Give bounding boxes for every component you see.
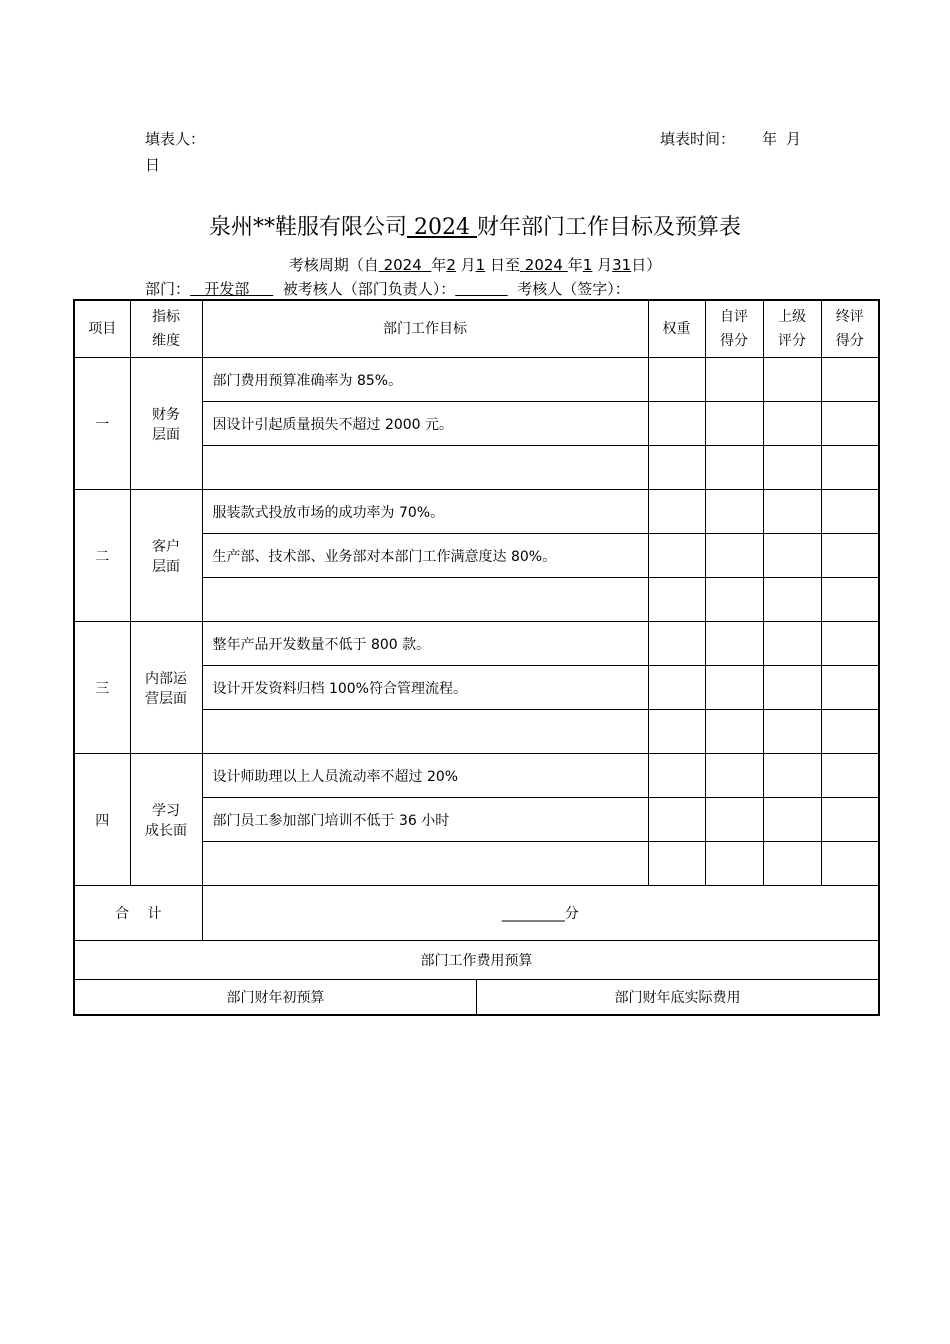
header-sup-2: 评分 <box>778 333 806 349</box>
final-score-cell[interactable] <box>821 842 879 886</box>
final-score-cell[interactable] <box>821 578 879 622</box>
weight-cell[interactable] <box>648 754 705 798</box>
budget-title-row <box>74 941 879 980</box>
year-label: 年 <box>762 130 778 148</box>
period-year-char: 年 <box>431 256 447 274</box>
goal-cell[interactable]: 整年产品开发数量不低于 800 款。 <box>202 622 648 666</box>
self-score-cell[interactable] <box>705 842 763 886</box>
weight-cell[interactable] <box>648 798 705 842</box>
superior-score-cell[interactable] <box>763 622 821 666</box>
header-item: 项目 <box>74 300 130 358</box>
self-score-cell[interactable] <box>705 622 763 666</box>
superior-score-cell[interactable] <box>763 358 821 402</box>
goal-cell[interactable]: 部门员工参加部门培训不低于 36 小时 <box>202 798 648 842</box>
goal-cell[interactable] <box>202 710 648 754</box>
goal-cell[interactable]: 服装款式投放市场的成功率为 70%。 <box>202 490 648 534</box>
superior-score-cell[interactable] <box>763 402 821 446</box>
header-final-1: 终评 <box>835 309 864 325</box>
superior-score-cell[interactable] <box>763 754 821 798</box>
period-start-year: 2024 <box>383 256 422 274</box>
weight-cell[interactable] <box>648 490 705 534</box>
superior-score-cell[interactable] <box>763 446 821 490</box>
weight-cell[interactable] <box>648 622 705 666</box>
header-superior-score <box>763 300 821 358</box>
self-score-cell[interactable] <box>705 490 763 534</box>
dimension-line-1: 内部运 <box>145 670 187 687</box>
self-score-cell[interactable] <box>705 798 763 842</box>
title-prefix: 泉州**鞋服有限公司 <box>208 215 407 240</box>
period-end-month: 1 <box>582 256 593 274</box>
weight-cell[interactable] <box>648 534 705 578</box>
final-score-cell[interactable] <box>821 666 879 710</box>
self-score-cell[interactable] <box>705 710 763 754</box>
superior-score-cell[interactable] <box>763 710 821 754</box>
weight-cell[interactable] <box>648 666 705 710</box>
superior-score-cell[interactable] <box>763 534 821 578</box>
dimension-line-2: 营层面 <box>145 690 187 707</box>
total-blank: _________ <box>501 906 565 922</box>
goal-cell[interactable]: 因设计引起质量损失不超过 2000 元。 <box>202 402 648 446</box>
final-score-cell[interactable] <box>821 402 879 446</box>
superior-score-cell[interactable] <box>763 798 821 842</box>
header-self-score <box>705 300 763 358</box>
period-end-day: 31 <box>612 256 632 274</box>
final-score-cell[interactable] <box>821 754 879 798</box>
table-row <box>74 358 879 402</box>
self-score-cell[interactable] <box>705 754 763 798</box>
total-score-cell[interactable] <box>202 886 879 941</box>
weight-cell[interactable] <box>648 446 705 490</box>
dimension-line-2: 层面 <box>152 558 180 575</box>
section-number: 一 <box>74 358 130 490</box>
header-weight: 权重 <box>648 300 705 358</box>
weight-cell[interactable] <box>648 402 705 446</box>
final-score-cell[interactable] <box>821 490 879 534</box>
filler-label: 填表人： <box>145 130 206 148</box>
header-row <box>74 300 879 358</box>
section-dimension <box>130 622 202 754</box>
goal-cell[interactable] <box>202 578 648 622</box>
header-dimension <box>130 300 202 358</box>
total-label: 合 计 <box>74 886 202 941</box>
budget-header-row <box>74 980 879 1016</box>
period-mid: 日至 <box>489 256 520 274</box>
header-goal: 部门工作目标 <box>202 300 648 358</box>
self-score-cell[interactable] <box>705 578 763 622</box>
goal-cell[interactable] <box>202 842 648 886</box>
dimension-line-1: 客户 <box>152 538 180 555</box>
header-final-score <box>821 300 879 358</box>
final-score-cell[interactable] <box>821 798 879 842</box>
table-row <box>74 754 879 798</box>
period-month-char: 月 <box>460 256 476 274</box>
self-score-cell[interactable] <box>705 666 763 710</box>
budget-title: 部门工作费用预算 <box>74 941 879 980</box>
header-self-1: 自评 <box>720 309 748 325</box>
goal-cell[interactable]: 设计师助理以上人员流动率不超过 20% <box>202 754 648 798</box>
title-year: 2024 <box>414 215 470 240</box>
section-number: 四 <box>74 754 130 886</box>
month-label: 月 <box>786 130 802 148</box>
period-end-year: 2024 <box>524 256 563 274</box>
self-score-cell[interactable] <box>705 534 763 578</box>
day-label: 日 <box>145 156 161 174</box>
weight-cell[interactable] <box>648 578 705 622</box>
table-row <box>74 622 879 666</box>
final-score-cell[interactable] <box>821 534 879 578</box>
goal-cell[interactable]: 设计开发资料归档 100%符合管理流程。 <box>202 666 648 710</box>
weight-cell[interactable] <box>648 358 705 402</box>
assessor-label: 考核人（签字）： <box>517 280 630 298</box>
header-dimension-2: 维度 <box>152 333 180 349</box>
period-year-char-2: 年 <box>567 256 583 274</box>
period-end: 日） <box>631 256 662 274</box>
header-sup-1: 上级 <box>778 309 806 325</box>
goals-table <box>73 299 880 1016</box>
final-score-cell[interactable] <box>821 446 879 490</box>
total-unit: 分 <box>564 906 579 922</box>
budget-initial: 部门财年初预算 <box>75 980 477 1014</box>
final-score-cell[interactable] <box>821 710 879 754</box>
section-number: 二 <box>74 490 130 622</box>
superior-score-cell[interactable] <box>763 666 821 710</box>
superior-score-cell[interactable] <box>763 842 821 886</box>
assessment-period <box>0 254 950 275</box>
self-score-cell[interactable] <box>705 402 763 446</box>
goal-cell[interactable] <box>202 446 648 490</box>
goal-cell[interactable]: 部门费用预算准确率为 85%。 <box>202 358 648 402</box>
fill-time-label: 填表时间： <box>660 130 736 148</box>
page-title <box>0 210 950 241</box>
dept-label: 部门： <box>145 280 191 298</box>
self-score-cell[interactable] <box>705 446 763 490</box>
weight-cell[interactable] <box>648 842 705 886</box>
section-dimension <box>130 754 202 886</box>
superior-score-cell[interactable] <box>763 578 821 622</box>
title-suffix: 财年部门工作目标及预算表 <box>477 215 742 240</box>
period-label: 考核周期（自 <box>288 256 379 274</box>
weight-cell[interactable] <box>648 710 705 754</box>
period-start-month: 2 <box>446 256 456 274</box>
header-final-2: 得分 <box>835 333 864 349</box>
dimension-line-2: 层面 <box>152 426 180 443</box>
goal-cell[interactable]: 生产部、技术部、业务部对本部门工作满意度达 80%。 <box>202 534 648 578</box>
superior-score-cell[interactable] <box>763 490 821 534</box>
budget-actual: 部门财年底实际费用 <box>614 990 741 1006</box>
section-dimension <box>130 490 202 622</box>
dimension-line-1: 财务 <box>152 406 180 423</box>
final-score-cell[interactable] <box>821 622 879 666</box>
section-dimension <box>130 358 202 490</box>
dept-value: 开发部 <box>204 280 250 298</box>
assessee-label: 被考核人（部门负责人）： <box>282 280 456 298</box>
budget-split <box>74 980 879 1016</box>
period-start-day: 1 <box>475 256 486 274</box>
section-number: 三 <box>74 622 130 754</box>
header-self-2: 得分 <box>720 333 748 349</box>
final-score-cell[interactable] <box>821 358 879 402</box>
self-score-cell[interactable] <box>705 358 763 402</box>
total-row <box>74 886 879 941</box>
period-month-char-2: 月 <box>597 256 613 274</box>
dimension-line-1: 学习 <box>152 802 180 819</box>
table-row <box>74 490 879 534</box>
dimension-line-2: 成长面 <box>145 822 187 839</box>
header-dimension-1: 指标 <box>152 309 180 325</box>
department-line <box>145 278 630 299</box>
